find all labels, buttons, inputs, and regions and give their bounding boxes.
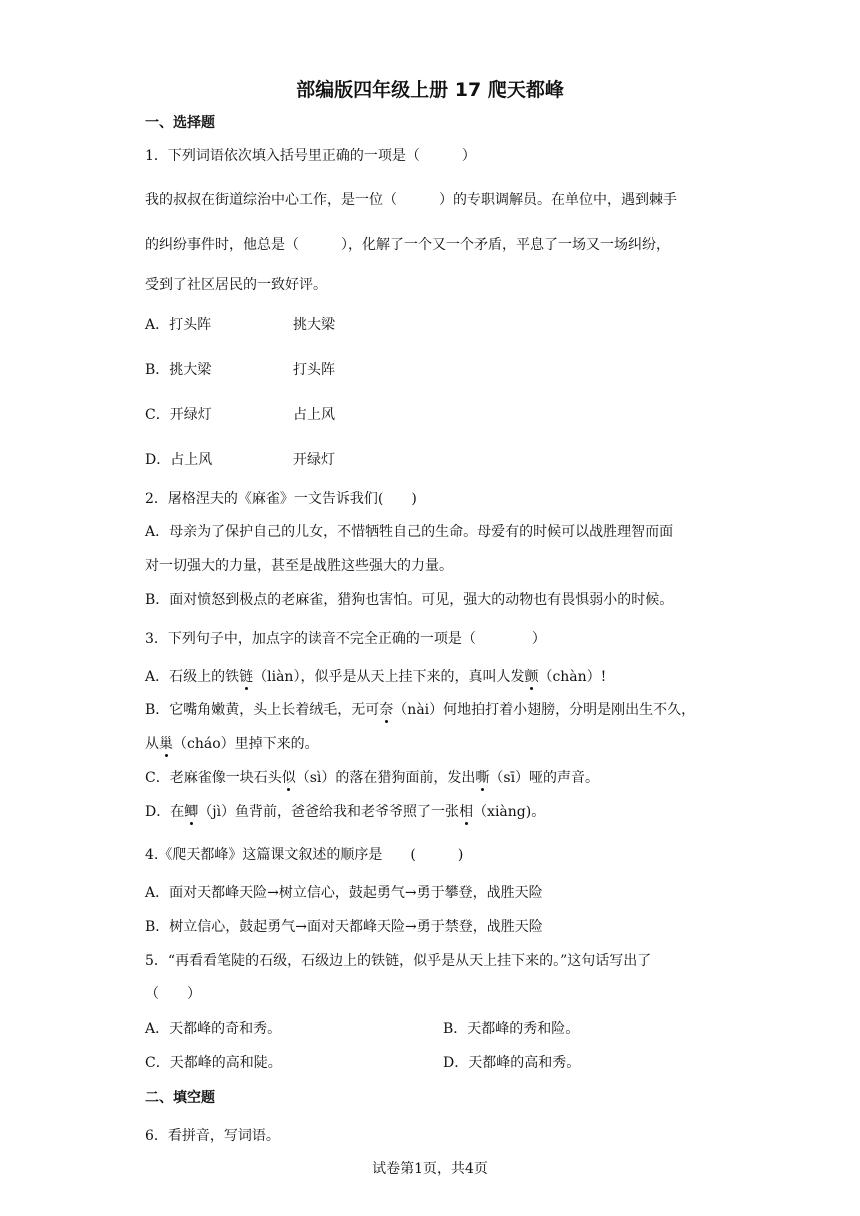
option-text: （liàn），似乎是从天上挂下来的，真叫人发 (253, 669, 525, 685)
question-5-stem: 5．“再看看笔陡的石级，石级边上的铁链，似乎是从天上挂下来的。”这句话写出了 (145, 953, 652, 969)
question-4-option-a: A．面对天都峰天险→树立信心，鼓起勇气→勇于攀登，战胜天险 (145, 885, 543, 901)
question-2-option-b: B．面对愤怒到极点的老麻雀，猎狗也害怕。可见，强大的动物也有畏惧弱小的时候。 (145, 592, 674, 608)
question-3-stem: 3．下列句子中，加点字的读音不完全正确的一项是（ ） (145, 631, 546, 647)
question-1-option-b: B．挑大梁 (145, 362, 212, 378)
dotted-character: 鲫 (184, 804, 199, 820)
question-1-stem: 1．下列词语依次填入括号里正确的一项是（ ） (145, 148, 476, 164)
question-1-option-a-word-2: 挑大梁 (293, 317, 335, 333)
option-text: （chàn）! (538, 669, 607, 685)
option-text: （jì）鱼背前，爸爸给我和老爷爷照了一张 (198, 804, 460, 820)
question-1-option-d-word-2: 开绿灯 (293, 452, 335, 468)
question-4-option-b: B．树立信心，鼓起勇气→面对天都峰天险→勇于禁登，战胜天险 (145, 919, 543, 935)
question-3-option-a (145, 667, 606, 687)
option-text: （xiàng)。 (473, 804, 546, 820)
page-footer: 试卷第1页，共4页 (372, 1161, 488, 1177)
question-1-option-a: A．打头阵 (145, 317, 212, 333)
option-text: D．在 (145, 804, 185, 820)
dotted-character: 链 (239, 669, 254, 685)
question-4-stem: 4.《爬天都峰》这篇课文叙述的顺序是 ( ) (145, 847, 464, 863)
dotted-character: 似 (281, 770, 296, 786)
dotted-character: 奈 (379, 702, 394, 718)
question-1-passage-line-1: 我的叔叔在街道综治中心工作，是一位（ ）的专职调解员。在单位中，遇到棘手 (145, 192, 677, 208)
question-1-option-d: D．占上风 (145, 452, 213, 468)
option-text: C．老麻雀像一块石头 (145, 770, 282, 786)
dotted-character: 颤 (524, 669, 539, 685)
question-5-option-d: D．天都峰的高和秀。 (443, 1055, 581, 1071)
section-heading-fill-blank: 二、填空题 (145, 1090, 215, 1106)
dotted-character: 嘶 (475, 770, 490, 786)
dotted-character: 相 (459, 804, 474, 820)
question-5-answer-paren: （ ） (145, 986, 201, 1002)
question-3-option-c (145, 768, 599, 788)
question-5-option-b: B．天都峰的秀和险。 (443, 1021, 580, 1037)
question-5-option-a: A．天都峰的奇和秀。 (145, 1021, 282, 1037)
question-1-passage-line-2: 的纠纷事件时，他总是（ ），化解了一个又一个矛盾，平息了一场又一场纠纷， (145, 237, 670, 253)
question-5-option-c: C．天都峰的高和陡。 (145, 1055, 282, 1071)
option-text: （cháo）里掉下来的。 (173, 736, 319, 752)
question-2-option-a-line-1: A．母亲为了保护自己的儿女，不惜牺牲自己的生命。母爱有的时候可以战胜理智而面 (145, 524, 674, 540)
dotted-character: 巢 (159, 736, 173, 752)
page-title: 部编版四年级上册 17 爬天都峰 (296, 79, 564, 101)
question-3-option-d (145, 802, 545, 822)
question-1-passage-line-3: 受到了社区居民的一致好评。 (145, 277, 327, 293)
question-1-option-c: C．开绿灯 (145, 407, 212, 423)
option-text: A．石级上的铁 (145, 669, 240, 685)
question-1-option-c-word-2: 占上风 (293, 407, 335, 423)
option-text: 从 (145, 736, 159, 752)
question-2-option-a-line-2: 对一切强大的力量，甚至是战胜这些强大的力量。 (145, 558, 453, 574)
question-1-option-b-word-2: 打头阵 (293, 362, 335, 378)
question-2-stem: 2．屠格涅夫的《麻雀》一文告诉我们( ) (145, 491, 417, 507)
option-text: B．它嘴角嫩黄，头上长着绒毛，无可 (145, 702, 380, 718)
option-text: （sì）的落在猎狗面前，发出 (295, 770, 476, 786)
option-text: （sī）哑的声音。 (489, 770, 600, 786)
question-3-option-b-line-1 (145, 700, 695, 720)
question-3-option-b-line-2 (145, 734, 319, 754)
question-6-stem: 6．看拼音，写词语。 (145, 1128, 280, 1144)
section-heading-choice: 一、选择题 (145, 115, 215, 131)
option-text: （nài）何地拍打着小翅膀，分明是刚出生不久， (393, 702, 696, 718)
